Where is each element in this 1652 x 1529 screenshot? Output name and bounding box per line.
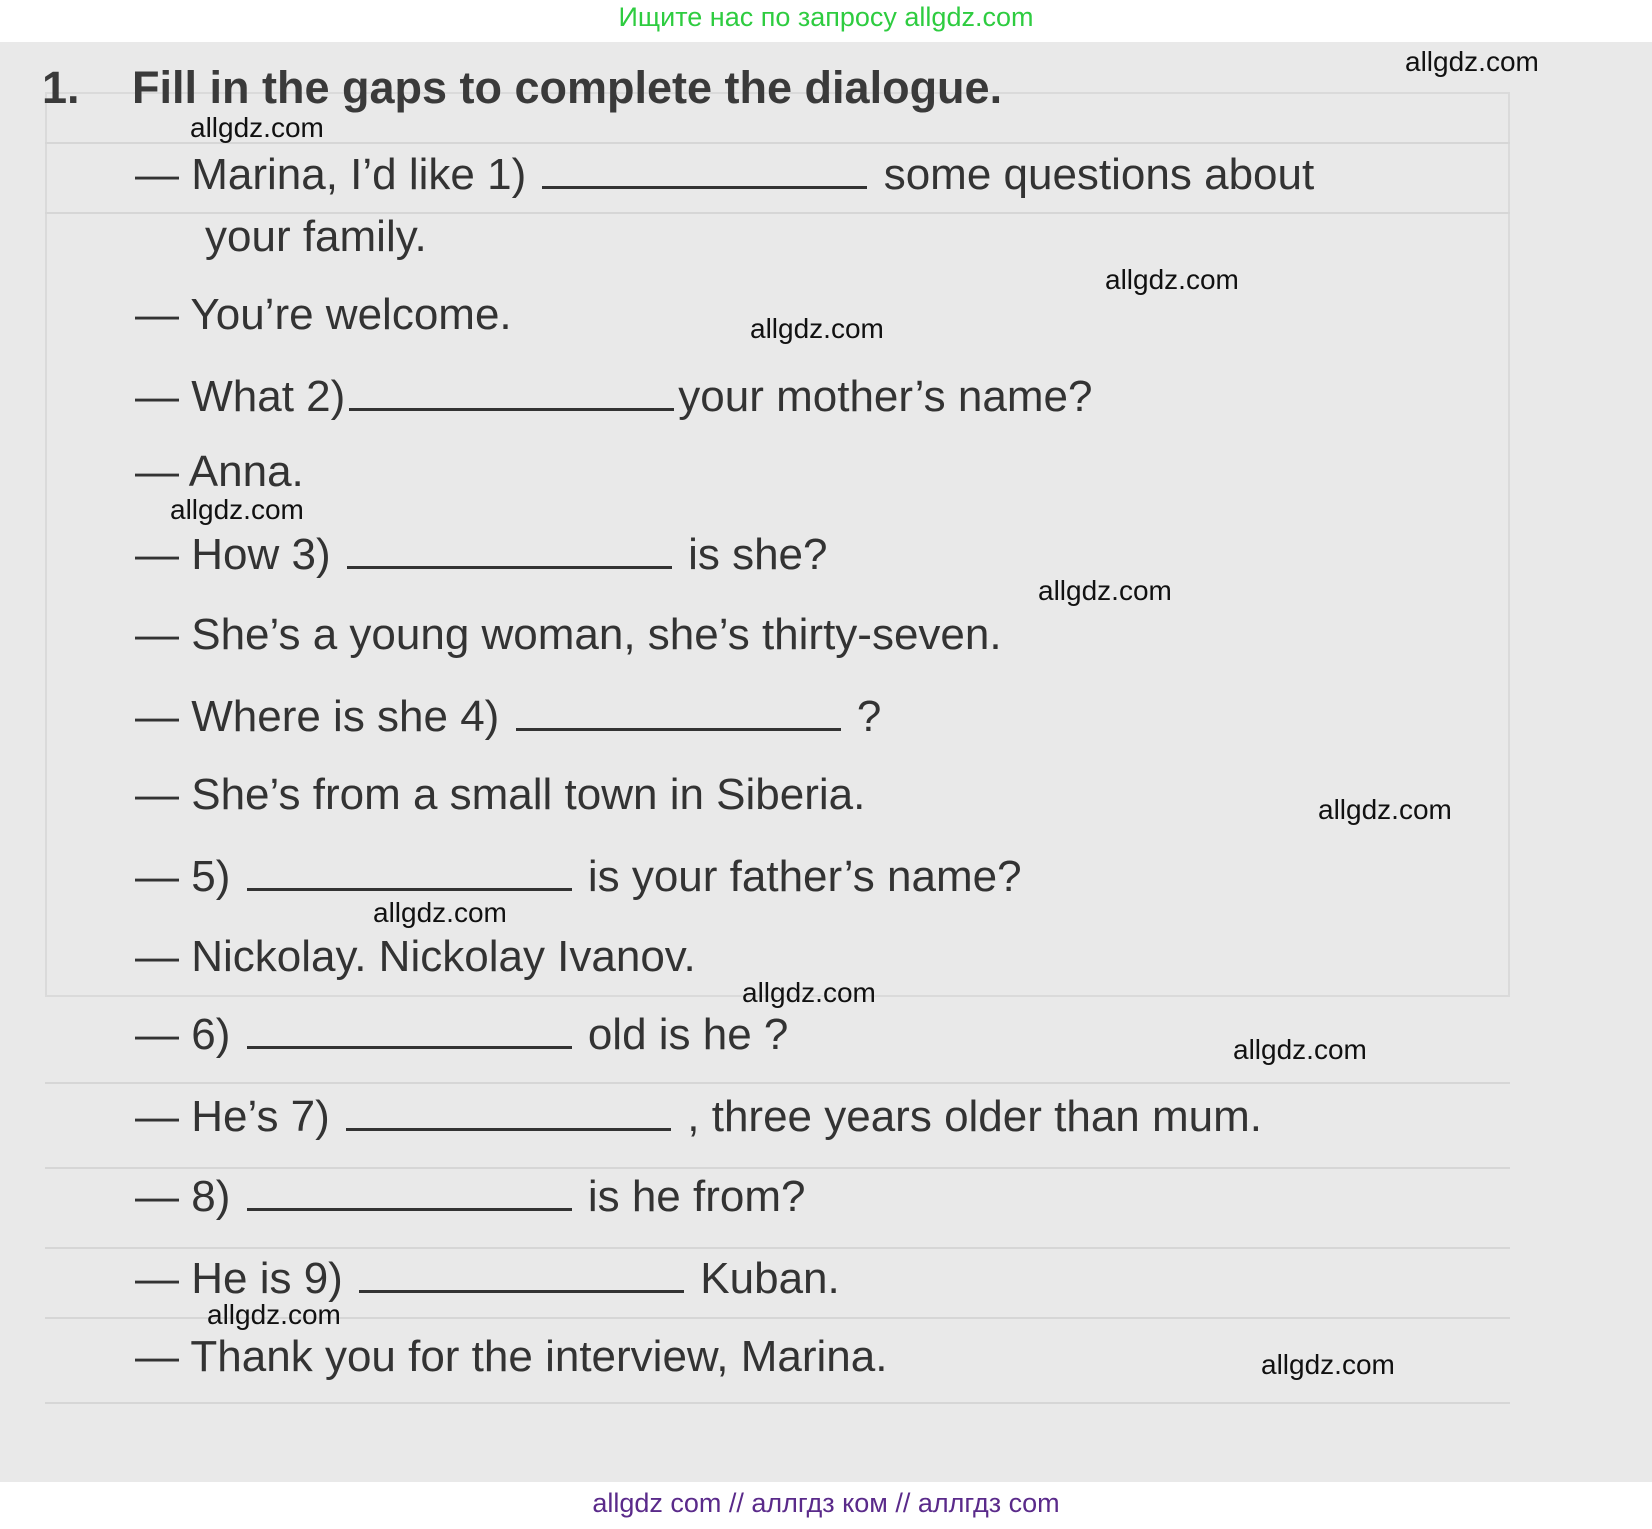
dialogue-line-4: — Anna. — [135, 447, 304, 496]
line-text: Kuban. — [700, 1254, 840, 1303]
exercise-heading — [42, 62, 1002, 114]
dialogue-line-3 — [135, 372, 1092, 422]
line-text: — What 2) — [135, 372, 346, 421]
answer-gap-8[interactable] — [247, 1178, 572, 1211]
dialogue-line-8: — She’s from a small town in Siberia. — [135, 770, 866, 819]
line-text: is she? — [688, 530, 828, 579]
line-text: — Marina, I’d like 1) — [135, 150, 527, 199]
answer-gap-6[interactable] — [247, 1016, 572, 1049]
line-text: — 5) — [135, 852, 231, 901]
bleed-through-rule — [45, 1247, 1510, 1249]
line-text: — 8) — [135, 1172, 231, 1221]
dialogue-line-14 — [135, 1254, 840, 1304]
watermark: allgdz.com — [742, 977, 876, 1008]
line-text: — 6) — [135, 1010, 231, 1059]
line-text: your mother’s name? — [678, 372, 1093, 421]
watermark: allgdz.com — [1405, 46, 1539, 77]
line-text: is your father’s name? — [587, 852, 1022, 901]
watermark: allgdz.com — [373, 897, 507, 928]
answer-gap-5[interactable] — [247, 858, 572, 891]
dialogue-line-7 — [135, 692, 881, 742]
top-banner: Ищите нас по запросу allgdz.com — [618, 2, 1034, 32]
dialogue-line-10: — Nickolay. Nickolay Ivanov. — [135, 932, 696, 981]
dialogue-line-5 — [135, 530, 827, 580]
line-text: is he from? — [587, 1172, 806, 1221]
exercise-number: 1. — [42, 62, 80, 113]
answer-gap-3[interactable] — [347, 536, 672, 569]
line-text: — How 3) — [135, 530, 331, 579]
answer-gap-7[interactable] — [346, 1098, 671, 1131]
answer-gap-2[interactable] — [349, 378, 674, 411]
line-text: — He’s 7) — [135, 1092, 330, 1141]
answer-gap-1[interactable] — [542, 156, 867, 189]
line-text: — He is 9) — [135, 1254, 343, 1303]
dialogue-line-1-cont: your family. — [205, 212, 427, 261]
dialogue-line-6: — She’s a young woman, she’s thirty-seven. — [135, 610, 1002, 659]
bottom-banner: allgdz com // аллгдз ком // аллгдз com — [592, 1488, 1060, 1518]
watermark: allgdz.com — [1105, 264, 1239, 295]
line-text: , three years older than mum. — [687, 1092, 1262, 1141]
watermark: allgdz.com — [170, 494, 304, 525]
dialogue-line-13 — [135, 1172, 805, 1222]
bleed-through-rule — [45, 1167, 1510, 1169]
dialogue-line-1 — [135, 150, 1314, 200]
line-text: old is he ? — [587, 1010, 789, 1059]
line-text: some questions about — [883, 150, 1315, 199]
watermark: allgdz.com — [1261, 1349, 1395, 1380]
exercise-title: Fill in the gaps to complete the dialogue. — [132, 62, 1003, 113]
watermark: allgdz.com — [190, 112, 324, 143]
worksheet-scan — [0, 42, 1652, 1482]
dialogue-line-12 — [135, 1092, 1262, 1142]
bleed-through-rule — [45, 1402, 1510, 1404]
dialogue-line-15: — Thank you for the interview, Marina. — [135, 1332, 888, 1381]
watermark: allgdz.com — [1233, 1034, 1367, 1065]
watermark: allgdz.com — [1318, 794, 1452, 825]
watermark: allgdz.com — [207, 1299, 341, 1330]
answer-gap-4[interactable] — [516, 698, 841, 731]
bleed-through-rule — [45, 1082, 1510, 1084]
watermark: allgdz.com — [1038, 575, 1172, 606]
dialogue-line-9 — [135, 852, 1022, 902]
line-text: — Where is she 4) — [135, 692, 500, 741]
dialogue-line-2: — You’re welcome. — [135, 290, 512, 339]
watermark: allgdz.com — [750, 313, 884, 344]
answer-gap-9[interactable] — [359, 1260, 684, 1293]
dialogue-line-11 — [135, 1010, 788, 1060]
line-text: ? — [856, 692, 882, 741]
